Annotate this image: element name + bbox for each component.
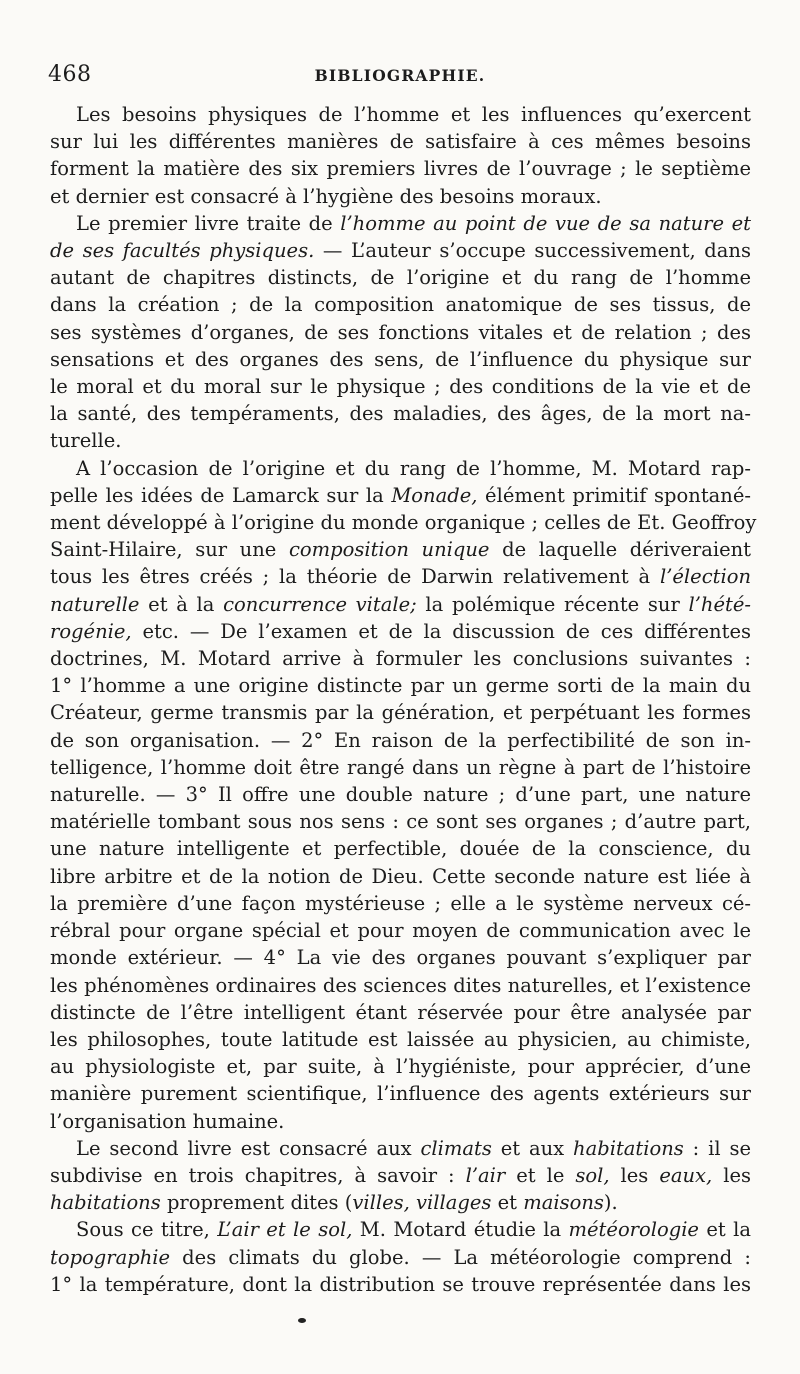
- text-run: et la: [698, 1218, 751, 1242]
- italic-run: Monade,: [391, 483, 478, 507]
- italic-run: concurrence vitale;: [223, 592, 417, 616]
- text-line: sur lui les différentes manières de satisfaire à ces mêmes besoins: [50, 130, 751, 154]
- text-line: 1° l’homme a une origine distincte par un germe sorti de la main du: [50, 674, 751, 698]
- text-line: libre arbitre et de la notion de Dieu. Cette seconde nature est liée à: [50, 864, 751, 888]
- page-number: 468: [48, 62, 92, 87]
- text-line: les philosophes, toute latitude est laissée au physicien, au chimiste,: [50, 1027, 751, 1051]
- italic-run: météorologie: [568, 1218, 699, 1242]
- italic-run: l’élection: [659, 565, 751, 589]
- text-line: [50, 1135, 751, 1162]
- text-run: élément primitif spontané-: [477, 483, 751, 507]
- text-line: monde extérieur. — 4° La vie des organes pouvant s’expliquer par: [50, 946, 751, 970]
- text-line: [50, 563, 751, 590]
- body-text: [50, 101, 757, 1298]
- text-line: manière purement scientifique, l’influence des agents extérieurs sur: [50, 1082, 751, 1106]
- italic-run: maisons: [523, 1191, 604, 1215]
- text-run: pelle les idées de Lamarck sur la: [50, 483, 392, 507]
- text-run: la polémique récente sur: [416, 592, 689, 616]
- paragraph-2: [50, 210, 751, 455]
- text-run: M. Motard étudie la: [352, 1218, 569, 1242]
- paragraph-1: [50, 101, 751, 210]
- italic-run: habitations: [573, 1136, 684, 1160]
- text-line: une nature intelligente et perfectible, douée de la conscience, du: [50, 837, 751, 861]
- text-run: subdivise en trois chapitres, à savoir :: [50, 1163, 466, 1187]
- text-run: tous les êtres créés ; la théorie de Darwin relativement à: [50, 565, 660, 589]
- italic-run: composition unique: [288, 538, 490, 562]
- text-run: — L’auteur s’occupe successivement, dans: [314, 239, 751, 263]
- text-run: de laquelle dériveraient: [489, 538, 752, 562]
- italic-run: naturelle: [50, 592, 140, 616]
- text-line: doctrines, M. Motard arrive à formuler les conclusions suivantes :: [50, 647, 751, 671]
- text-run: ).: [603, 1191, 618, 1215]
- text-line: de son organisation. — 2° En raison de la perfectibilité de son in-: [50, 728, 751, 752]
- text-line: telligence, l’homme doit être rangé dans un règne à part de l’histoire: [50, 755, 751, 779]
- text-line: [50, 591, 751, 618]
- italic-run: climats: [420, 1136, 492, 1160]
- ink-mark: [298, 1318, 306, 1323]
- paragraph-4: [50, 1135, 751, 1217]
- text-line: [50, 237, 751, 264]
- text-line: A l’occasion de l’origine et du rang de l’homme, M. Motard rap-: [76, 456, 751, 480]
- text-line: le moral et du moral sur le physique ; des conditions de la vie et de: [50, 375, 751, 399]
- italic-run: topographie: [50, 1245, 171, 1269]
- text-run: Le second livre est consacré aux: [76, 1136, 421, 1160]
- text-line: rébral pour organe spécial et pour moyen de communication avec le: [50, 919, 751, 943]
- text-run: proprement dites (: [160, 1191, 353, 1215]
- italic-run: habitations: [50, 1191, 161, 1215]
- text-line: la santé, des tempéraments, des maladies, des âges, de la mort na-: [50, 402, 751, 426]
- text-line: turelle.: [50, 429, 122, 453]
- text-line: Créateur, germe transmis par la génération, et perpétuant les formes: [50, 701, 751, 725]
- text-run: Saint-Hilaire, sur une: [50, 538, 289, 562]
- italic-run: rogénie,: [50, 619, 132, 643]
- text-run: les: [712, 1163, 752, 1187]
- text-line: ment développé à l’origine du monde organique ; celles de Et. Geoffroy: [50, 511, 757, 535]
- italic-run: eaux,: [659, 1163, 713, 1187]
- text-line: et dernier est consacré à l’hygiène des besoins moraux.: [50, 184, 602, 208]
- text-line: ses systèmes d’organes, de ses fonctions vitales et de relation ; des: [50, 320, 751, 344]
- text-line: [50, 536, 751, 563]
- text-line: [50, 482, 751, 509]
- italic-run: villes, villages: [352, 1191, 492, 1215]
- text-line: 1° la température, dont la distribution se trouve représentée dans les: [50, 1272, 751, 1296]
- text-run: et le: [505, 1163, 576, 1187]
- text-run: et: [491, 1191, 524, 1215]
- text-line: les phénomènes ordinaires des sciences dites naturelles, et l’existence: [50, 973, 751, 997]
- text-line: [50, 1216, 751, 1243]
- text-line: [50, 1162, 751, 1189]
- text-line: sensations et des organes des sens, de l’influence du physique sur: [50, 347, 751, 371]
- text-line: [50, 618, 751, 645]
- running-head: BIBLIOGRAPHIE.: [314, 66, 486, 85]
- text-line: dans la création ; de la composition anatomique de ses tissus, de: [50, 293, 751, 317]
- text-run: Le premier livre traite de: [76, 211, 341, 235]
- text-line: Les besoins physiques de l’homme et les influences qu’exercent: [76, 103, 751, 126]
- italic-run: l’homme au point de vue de sa nature et: [340, 211, 751, 235]
- text-run: les: [609, 1163, 660, 1187]
- text-run: : il se: [683, 1136, 751, 1160]
- text-run: etc. — De l’examen et de la discussion de ces différentes: [131, 619, 751, 643]
- text-line: forment la matière des six premiers livres de l’ouvrage ; le septième: [50, 157, 751, 181]
- paragraph-3: [50, 455, 757, 1135]
- text-line: [50, 210, 751, 237]
- text-line: matérielle tombant sous nos sens : ce sont ses organes ; d’autre part,: [50, 810, 751, 834]
- text-line: l’organisation humaine.: [50, 1109, 285, 1133]
- text-line: naturelle. — 3° Il offre une double nature ; d’une part, une nature: [50, 783, 751, 807]
- text-line: [50, 1189, 751, 1216]
- text-run: et à la: [139, 592, 224, 616]
- italic-run: sol,: [575, 1163, 610, 1187]
- text-run: et aux: [491, 1136, 574, 1160]
- text-line: [50, 1244, 751, 1271]
- italic-run: de ses facultés physiques.: [50, 239, 315, 263]
- italic-run: l’air: [465, 1163, 506, 1187]
- text-line: autant de chapitres distincts, de l’origine et du rang de l’homme: [50, 266, 751, 290]
- text-line: au physiologiste et, par suite, à l’hygiéniste, pour apprécier, d’une: [50, 1055, 751, 1079]
- text-run: Sous ce titre,: [76, 1218, 218, 1242]
- paragraph-5: [50, 1216, 751, 1298]
- text-line: distincte de l’être intelligent étant réservée pour être analysée par: [50, 1000, 751, 1024]
- italic-run: L’air et le sol,: [217, 1218, 353, 1242]
- text-run: des climats du globe. — La météorologie comprend :: [170, 1245, 751, 1269]
- italic-run: l’hété-: [688, 592, 751, 616]
- page-header: [48, 62, 752, 92]
- text-line: la première d’une façon mystérieuse ; elle a le système nerveux cé-: [50, 891, 751, 915]
